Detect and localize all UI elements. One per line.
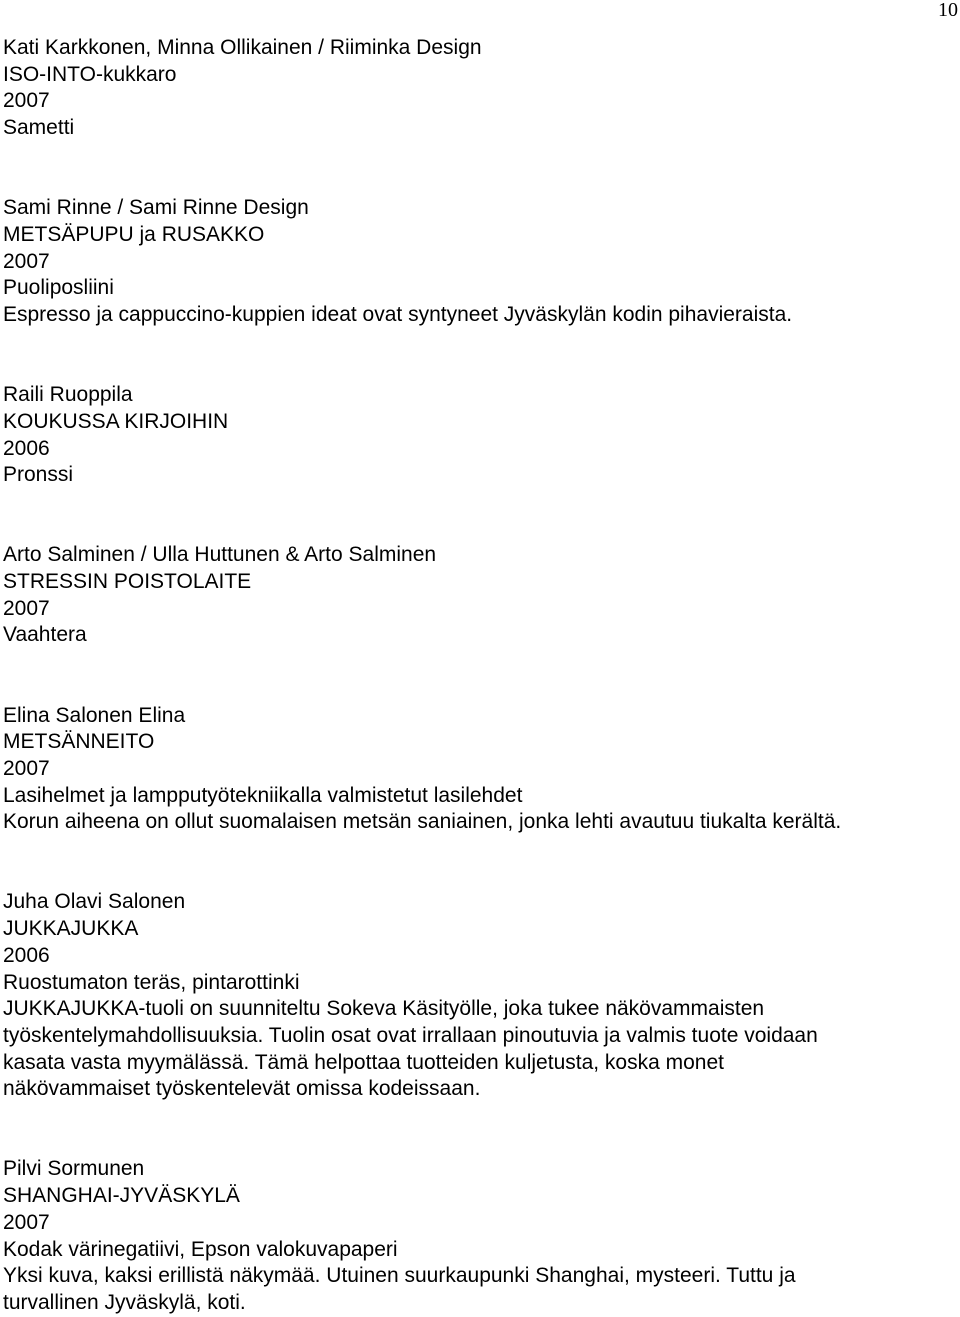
entry-spacer xyxy=(3,649,953,702)
artist-name: Raili Ruoppila xyxy=(3,383,133,407)
work-description: Korun aiheena on ollut suomalaisen metsän saniainen, jonka lehti avautuu tiukalta kerältä. xyxy=(3,810,842,834)
artist-name: Kati Karkkonen, Minna Ollikainen / Riiminka Design xyxy=(3,36,482,59)
work-material: Sametti xyxy=(3,116,75,140)
work-year: 2007 xyxy=(3,249,50,273)
work-description: työskentelymahdollisuuksia. Tuolin osat ovat irrallaan pinoutuvia ja valmis tuote voidaan xyxy=(3,1023,818,1047)
work-material: Vaahtera xyxy=(3,623,87,647)
artist-name: Pilvi Sormunen xyxy=(3,1157,145,1181)
work-material: Pronssi xyxy=(3,463,74,487)
work-description: Espresso ja cappuccino-kuppien ideat ovat syntyneet Jyväskylän kodin pihavieraista. xyxy=(3,303,793,327)
work-description: JUKKAJUKKA-tuoli on suunniteltu Sokeva Käsityölle, joka tukee näkövammaisten xyxy=(3,997,765,1021)
catalogue-entry xyxy=(3,703,953,837)
catalogue-entry xyxy=(3,1156,953,1316)
artist-name: Elina Salonen Elina xyxy=(3,703,186,727)
work-material: Lasihelmet ja lampputyötekniikalla valmistetut lasilehdet xyxy=(3,783,523,807)
work-description: Yksi kuva, kaksi erillistä näkymää. Utuinen suurkaupunki Shanghai, mysteeri. Tuttu ja xyxy=(3,1264,796,1288)
work-year: 2007 xyxy=(3,1210,50,1234)
work-title: ISO-INTO-kukkaro xyxy=(3,62,177,86)
work-title: METSÄPUPU ja RUSAKKO xyxy=(3,222,265,246)
work-description: kasata vasta myymälässä. Tämä helpottaa tuotteiden kuljetusta, koska monet xyxy=(3,1050,724,1074)
work-title: SHANGHAI-JYVÄSKYLÄ xyxy=(3,1184,240,1208)
work-description: turvallinen Jyväskylä, koti. xyxy=(3,1290,246,1314)
work-year: 2007 xyxy=(3,756,50,780)
entry-spacer xyxy=(3,1103,953,1156)
work-title: METSÄNNEITO xyxy=(3,730,155,754)
artist-name: Sami Rinne / Sami Rinne Design xyxy=(3,196,309,220)
catalogue-entry xyxy=(3,382,953,489)
catalogue-entry xyxy=(3,889,953,1103)
catalogue-entry xyxy=(3,195,953,329)
entry-spacer xyxy=(3,142,953,195)
artist-name: Arto Salminen / Ulla Huttunen & Arto Salminen xyxy=(3,543,437,567)
work-year: 2007 xyxy=(3,89,50,113)
catalogue-entry xyxy=(3,35,953,142)
entry-spacer xyxy=(3,836,953,889)
work-year: 2006 xyxy=(3,436,50,460)
work-material: Kodak värinegatiivi, Epson valokuvapaperi xyxy=(3,1237,398,1261)
work-title: KOUKUSSA KIRJOIHIN xyxy=(3,409,229,433)
work-year: 2006 xyxy=(3,943,50,967)
work-description: näkövammaiset työskentelevät omissa kodeissaan. xyxy=(3,1077,481,1101)
catalogue-list xyxy=(3,35,953,1317)
work-material: Puoliposliini xyxy=(3,276,114,300)
work-title: STRESSIN POISTOLAITE xyxy=(3,570,252,594)
entry-spacer xyxy=(3,329,953,382)
entry-spacer xyxy=(3,489,953,542)
artist-name: Juha Olavi Salonen xyxy=(3,890,186,914)
work-year: 2007 xyxy=(3,596,50,620)
page-number: 10 xyxy=(938,0,958,21)
work-material: Ruostumaton teräs, pintarottinki xyxy=(3,970,300,994)
work-title: JUKKAJUKKA xyxy=(3,917,139,941)
catalogue-entry xyxy=(3,542,953,649)
